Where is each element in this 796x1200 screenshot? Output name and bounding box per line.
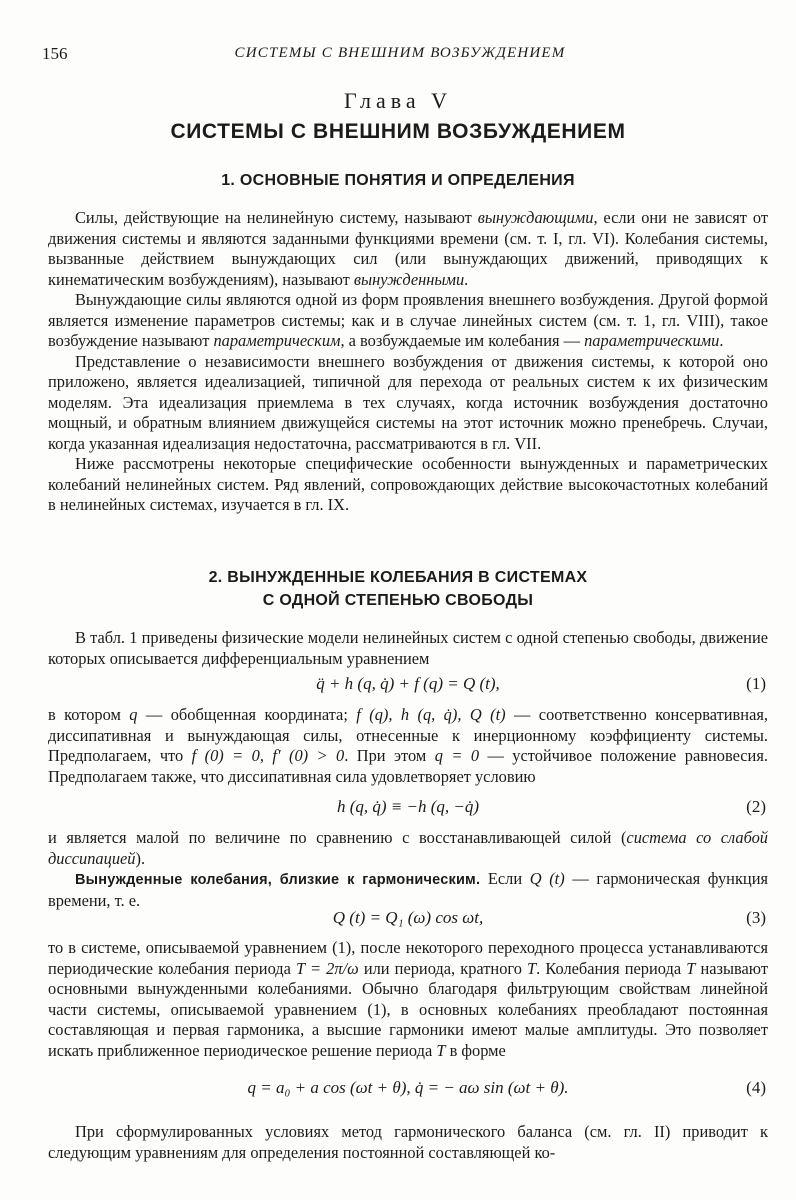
page-header: [42, 44, 758, 66]
paragraph: В табл. 1 приведены физические модели нелинейных систем с одной степенью свободы, движение которых описывается дифференциальным уравнением: [48, 628, 768, 668]
equation-2-number: (2): [746, 797, 766, 816]
paragraph: Ниже рассмотрены некоторые специфические особенности вынужденных и параметрических колебаний нелинейных систем. Ряд явлений, сопровождающих действие высокочастотных колебаний в нелинейных системах, изучается в гл. IX.: [48, 454, 768, 514]
equation-2-formula: h (q, q̇) ≡ −h (q, −q̇): [336, 797, 480, 816]
section-2-heading: [0, 566, 796, 612]
equation-3-number: (3): [746, 908, 766, 927]
equation-4-formula: q = a₀ + a cos (ωt + θ), q̇ = − aω sin (ωt + θ).: [247, 1078, 569, 1097]
section-2-text-b: [48, 828, 768, 911]
equation-3: [48, 908, 768, 930]
section-1-heading: 1. ОСНОВНЫЕ ПОНЯТИЯ И ОПРЕДЕЛЕНИЯ: [221, 172, 575, 189]
section-1-body: [48, 208, 768, 516]
paragraph: При сформулированных условиях метод гармонического баланса (см. гл. II) приводит к следующим уравнениям для определения постоянной составляющей ко-: [48, 1122, 768, 1162]
section-2-heading-line-2: С ОДНОЙ СТЕПЕНЬЮ СВОБОДЫ: [262, 592, 534, 609]
equation-3-formula: Q (t) = Q₁ (ω) cos ωt,: [332, 908, 484, 927]
paragraph: то в системе, описываемой уравнением (1), после некоторого переходного процесса устанавливаются периодические колебания периода T = 2π/ω или периода, кратного T. Колебания периода T называют основными вынужденными колебаниями. Обычно благодаря фильтрующим свойствам линейной части системы, описываемой уравнением (1), в основных колебаниях преобладают постоянная составляющая и первая гармоника, а высшие гармоники имеют малые амплитуды. Это позволяет искать приближенное периодическое решение периода T в форме: [48, 938, 768, 1060]
running-title: СИСТЕМЫ С ВНЕШНИМ ВОЗБУЖДЕНИЕМ: [234, 45, 566, 61]
section-2-text-d: [48, 1122, 768, 1163]
paragraph: Вынуждающие силы являются одной из форм проявления внешнего возбуждения. Другой формой является изменение параметров системы; как и в случае линейных систем (см. т. 1, гл. VIII), такое возбуждение называют параметрическим, а возбуждаемые им колебания — параметрическими.: [48, 290, 768, 350]
equation-2: [48, 797, 768, 819]
paragraph: Силы, действующие на нелинейную систему, называют вынуждающими, если они не зависят от движения системы и являются заданными функциями времени (см. т. I, гл. VI). Колебания системы, вызванные действием вынуждающих сил (или вынуждающих движений, приводящих к кинематическим возбуждениям), называют вынужденными.: [48, 208, 768, 289]
chapter-title: СИСТЕМЫ С ВНЕШНИМ ВОЗБУЖДЕНИЕМ: [170, 120, 626, 143]
section-2-text-c: [48, 938, 768, 1061]
run-in-heading: Вынужденные колебания, близкие к гармоническим.: [75, 872, 481, 888]
equation-4: [48, 1078, 768, 1100]
section-2-intro: [48, 628, 768, 669]
paragraph: Представление о независимости внешнего возбуждения от движения системы, к которой оно приложено, является идеализацией, типичной для перехода от реальных систем к их физическим моделям. Эта идеализация приемлема в тех случаях, когда источник возбуждения достаточно мощный, и обратным влиянием движущейся системы на этот источник можно пренебречь. Случаи, когда указанная идеализация недостаточна, рассматриваются в гл. VII.: [48, 351, 768, 453]
equation-1-number: (1): [746, 674, 766, 693]
equation-1-formula: q̈ + h (q, q̇) + f (q) = Q (t),: [316, 674, 500, 693]
paragraph: и является малой по величине по сравнению с восстанавливающей силой (система со слабой диссипацией).: [48, 828, 768, 868]
page-number: 156: [42, 44, 68, 63]
section-2-text-a: [48, 705, 768, 787]
chapter-label: Глава V: [343, 88, 453, 113]
equation-4-number: (4): [746, 1078, 766, 1097]
section-2-heading-line-1: 2. ВЫНУЖДЕННЫЕ КОЛЕБАНИЯ В СИСТЕМАХ: [208, 569, 588, 586]
paragraph: в котором q — обобщенная координата; f (q), h (q, q̇), Q (t) — соответственно консервативная, диссипативная и вынуждающая силы, отнесенные к инерционному коэффициенту системы. Предполагаем, что f (0) = 0, f′ (0) > 0. При этом q = 0 — устойчивое положение равновесия. Предполагаем также, что диссипативная сила удовлетворяет условию: [48, 705, 768, 786]
equation-1: [48, 674, 768, 696]
paragraph: Вынужденные колебания, близкие к гармоническим. Если Q (t) — гармоническая функция времени, т. е.: [48, 869, 768, 910]
